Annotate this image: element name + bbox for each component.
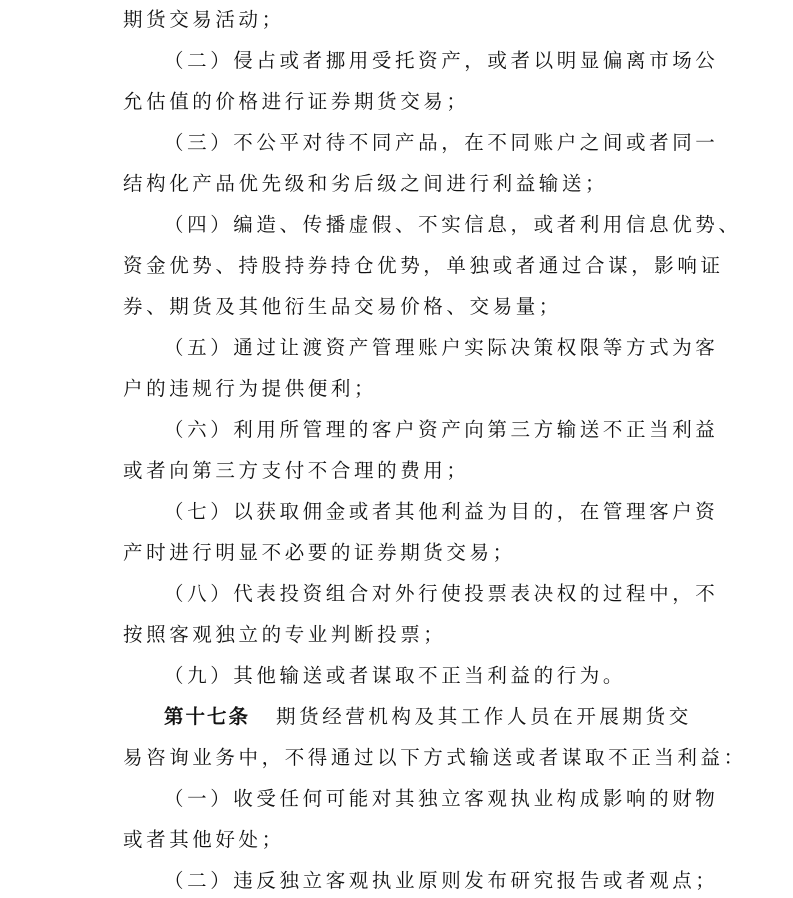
text-line: 期货交易活动； bbox=[123, 8, 285, 31]
text-line: （三）不公平对待不同产品，在不同账户之间或者同一 bbox=[164, 131, 719, 154]
text-line: 或者其他好处； bbox=[123, 828, 285, 851]
text-line: （七）以获取佣金或者其他利益为目的，在管理客户资 bbox=[164, 500, 719, 523]
text-line: （四）编造、传播虚假、不实信息，或者利用信息优势、 bbox=[164, 213, 742, 236]
text-line: （六）利用所管理的客户资产向第三方输送不正当利益 bbox=[164, 418, 719, 441]
article-text: 期货经营机构及其工作人员在开展期货交 bbox=[276, 705, 692, 728]
text-line: （九）其他输送或者谋取不正当利益的行为。 bbox=[164, 664, 627, 687]
text-line: （二）侵占或者挪用受托资产，或者以明显偏离市场公 bbox=[164, 49, 719, 72]
text-line: 结构化产品优先级和劣后级之间进行利益输送； bbox=[123, 172, 609, 195]
text-line: 按照客观独立的专业判断投票； bbox=[123, 623, 447, 646]
text-line: （一）收受任何可能对其独立客观执业构成影响的财物 bbox=[164, 787, 719, 810]
article-heading-line bbox=[164, 701, 724, 733]
article-number: 第十七条 bbox=[164, 705, 251, 728]
text-line: 资金优势、持股持券持仓优势，单独或者通过合谋，影响证 bbox=[123, 254, 724, 277]
text-line: 产时进行明显不必要的证券期货交易； bbox=[123, 541, 516, 564]
text-line: 券、期货及其他衍生品交易价格、交易量； bbox=[123, 295, 562, 318]
text-line: 允估值的价格进行证券期货交易； bbox=[123, 90, 470, 113]
text-line: 或者向第三方支付不合理的费用； bbox=[123, 459, 470, 482]
text-line: （八）代表投资组合对外行使投票表决权的过程中，不 bbox=[164, 582, 719, 605]
text-line: 户的违规行为提供便利； bbox=[123, 377, 378, 400]
text-line: （二）违反独立客观执业原则发布研究报告或者观点； bbox=[164, 869, 719, 892]
text-line: 易咨询业务中，不得通过以下方式输送或者谋取不正当利益： bbox=[123, 746, 747, 769]
text-line: （五）通过让渡资产管理账户实际决策权限等方式为客 bbox=[164, 336, 719, 359]
